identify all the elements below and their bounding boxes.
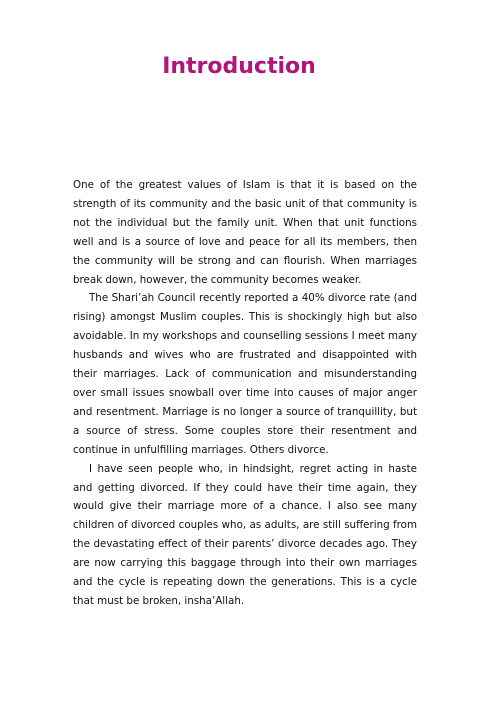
paragraph-2: The Shari’ah Council recently reported a 40% divorce rate (and rising) amongst Muslim couples. This is shockingly high but also avoidable. In my workshops and counselling sessions I meet many husbands and wives who are frustrated and disappointed with their marriages. Lack of communication and misunderstanding over small issues snowball over time into causes of major anger and resentment. Marriage is no longer a source of tranquillity, but a source of stress. Some couples store their resentment and continue in unfulfilling marriages. Others divorce.: [73, 292, 417, 456]
body-text: [73, 176, 417, 611]
paragraph-3: I have seen people who, in hindsight, regret acting in haste and getting divorced. If they could have their time again, they would give their marriage more of a chance. I also see many children of divorced couples who, as adults, are still suffering from the devastating effect of their parents’ divorce decades ago. They are now carrying this baggage through into their own marriages and the cycle is repeating down the generations. This is a cycle that must be broken, insha’Allah.: [73, 462, 417, 607]
paragraph-1: One of the greatest values of Islam is that it is based on the strength of its community and the basic unit of that community is not the individual but the family unit. When that unit functions well and is a source of love and peace for all its members, then the community will be strong and can flourish. When marriages break down, however, the community becomes weaker.: [73, 179, 417, 286]
chapter-heading: Introduction: [162, 54, 316, 79]
